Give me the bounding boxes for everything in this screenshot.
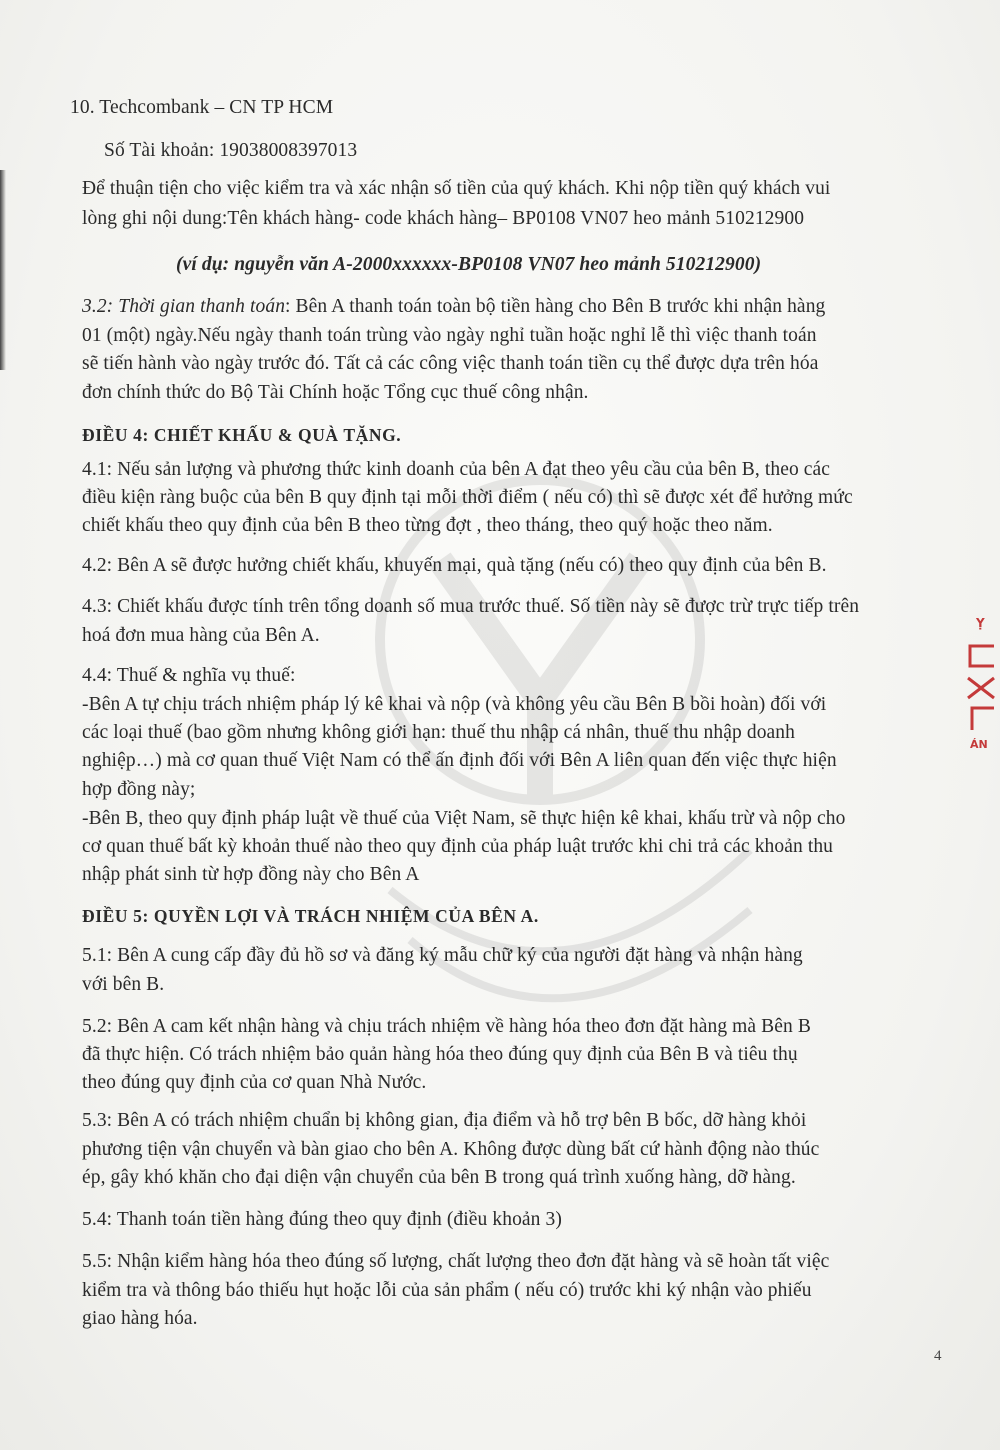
paragraph-line: với bên B. [82, 974, 165, 995]
account-number-line: Số Tài khoản: 19038008397013 [104, 140, 358, 161]
paragraph-line: 4.4: Thuế & nghĩa vụ thuế: [82, 665, 296, 686]
section-heading: ĐIỀU 5: QUYỀN LỢI VÀ TRÁCH NHIỆM CỦA BÊN A. [82, 906, 539, 926]
paragraph-line: Để thuận tiện cho việc kiểm tra và xác nhận số tiền của quý khách. Khi nộp tiền quý khách vui [82, 178, 831, 199]
paragraph-line [82, 293, 825, 321]
paragraph-line: ép, gây khó khăn cho đại diện vận chuyển của bên B trong quá trình xuống hàng, dỡ hàng. [82, 1167, 796, 1188]
paragraph-line: 5.1: Bên A cung cấp đầy đủ hồ sơ và đăng ký mẫu chữ ký của người đặt hàng và nhận hàng [82, 945, 803, 966]
paragraph-line: 5.2: Bên A cam kết nhận hàng và chịu trách nhiệm về hàng hóa theo đơn đặt hàng mà Bên B [82, 1016, 811, 1037]
red-seal-fragment [958, 608, 1000, 808]
bank-name-line: 10. Techcombank – CN TP HCM [70, 97, 334, 118]
paragraph-line: -Bên B, theo quy định pháp luật về thuế của Việt Nam, sẽ thực hiện kê khai, khấu trừ và nộp cho [82, 808, 846, 829]
paragraph-line: 4.3: Chiết khấu được tính trên tổng doanh số mua trước thuế. Số tiền này sẽ được trừ trực tiếp trên [82, 596, 860, 617]
paragraph-line: các loại thuế (bao gồm nhưng không giới hạn: thuế thu nhập cá nhân, thuế thu nhập doanh [82, 722, 795, 743]
paragraph-line: lòng ghi nội dung:Tên khách hàng- code khách hàng– BP0108 VN07 heo mảnh 510212900 [82, 208, 805, 229]
paragraph-line: cơ quan thuế bất kỳ khoản thuế nào theo quy định của pháp luật trước khi chi trả các khoản thu [82, 836, 834, 857]
example-line: (ví dụ: nguyễn văn A-2000xxxxxx-BP0108 VN07 heo mảnh 510212900) [176, 254, 762, 275]
section-heading: ĐIỀU 4: CHIẾT KHẤU & QUÀ TẶNG. [82, 425, 402, 445]
clause-title: 3.2: Thời gian thanh toán [82, 296, 286, 317]
paragraph-line: giao hàng hóa. [82, 1308, 198, 1329]
seal-text: ÁN [970, 738, 988, 751]
paragraph-line: 5.4: Thanh toán tiền hàng đúng theo quy định (điều khoản 3) [82, 1209, 562, 1230]
paragraph-line: 5.5: Nhận kiểm hàng hóa theo đúng số lượng, chất lượng theo đơn đặt hàng và sẽ hoàn tất việc [82, 1251, 830, 1272]
paragraph-line: kiểm tra và thông báo thiếu hụt hoặc lỗi của sản phẩm ( nếu có) trước khi ký nhận vào phiếu [82, 1280, 812, 1301]
paragraph-line: nghiệp…) mà cơ quan thuế Việt Nam có thể ấn định đối với Bên A liên quan đến việc thực hiện [82, 750, 837, 771]
paragraph-line: 4.1: Nếu sản lượng và phương thức kinh doanh của bên A đạt theo yêu cầu của bên B, theo các [82, 459, 831, 480]
paragraph-line: điều kiện ràng buộc của bên B quy định tại mỗi thời điểm ( nếu có) thì sẽ được xét để hưởng mức [82, 487, 853, 508]
paragraph-line: nhập phát sinh từ hợp đồng này cho Bên A [82, 864, 420, 885]
page-number: 4 [934, 1348, 942, 1364]
paragraph-line: 01 (một) ngày.Nếu ngày thanh toán trùng vào ngày nghỉ tuần hoặc nghỉ lễ thì việc thanh toán [82, 325, 817, 346]
paragraph-line: -Bên A tự chịu trách nhiệm pháp lý kê khai và nộp (và không yêu cầu Bên B bồi hoàn) đối với [82, 694, 827, 715]
scan-edge-shadow [0, 170, 6, 370]
seal-glyph: Ỵ [976, 616, 985, 630]
clause-text: : Bên A thanh toán toàn bộ tiền hàng cho Bên B trước khi nhận hàng [285, 296, 826, 317]
paragraph-line: theo đúng quy định của cơ quan Nhà Nước. [82, 1072, 427, 1093]
paragraph-line: 4.2: Bên A sẽ được hưởng chiết khấu, khuyến mại, quà tặng (nếu có) theo quy định của bên B. [82, 555, 827, 576]
paragraph-line: chiết khấu theo quy định của bên B theo từng đợt , theo tháng, theo quý hoặc theo năm. [82, 515, 773, 536]
paragraph-line: hoá đơn mua hàng của Bên A. [82, 625, 320, 646]
paragraph-line: sẽ tiến hành vào ngày trước đó. Tất cả các công việc thanh toán tiền cụ thể được dựa trên hóa [82, 353, 819, 374]
paragraph-line: 5.3: Bên A có trách nhiệm chuẩn bị không gian, địa điểm và hỗ trợ bên B bốc, dỡ hàng khỏi [82, 1110, 807, 1131]
paragraph-line: đã thực hiện. Có trách nhiệm bảo quản hàng hóa theo đúng quy định của Bên B và tiêu thụ [82, 1044, 798, 1065]
paragraph-line: phương tiện vận chuyển và bàn giao cho bên A. Không được dùng bất cứ hành động nào thúc [82, 1139, 820, 1160]
paragraph-line: đơn chính thức do Bộ Tài Chính hoặc Tổng cục thuế công nhận. [82, 382, 589, 403]
paragraph-line: hợp đồng này; [82, 779, 196, 800]
